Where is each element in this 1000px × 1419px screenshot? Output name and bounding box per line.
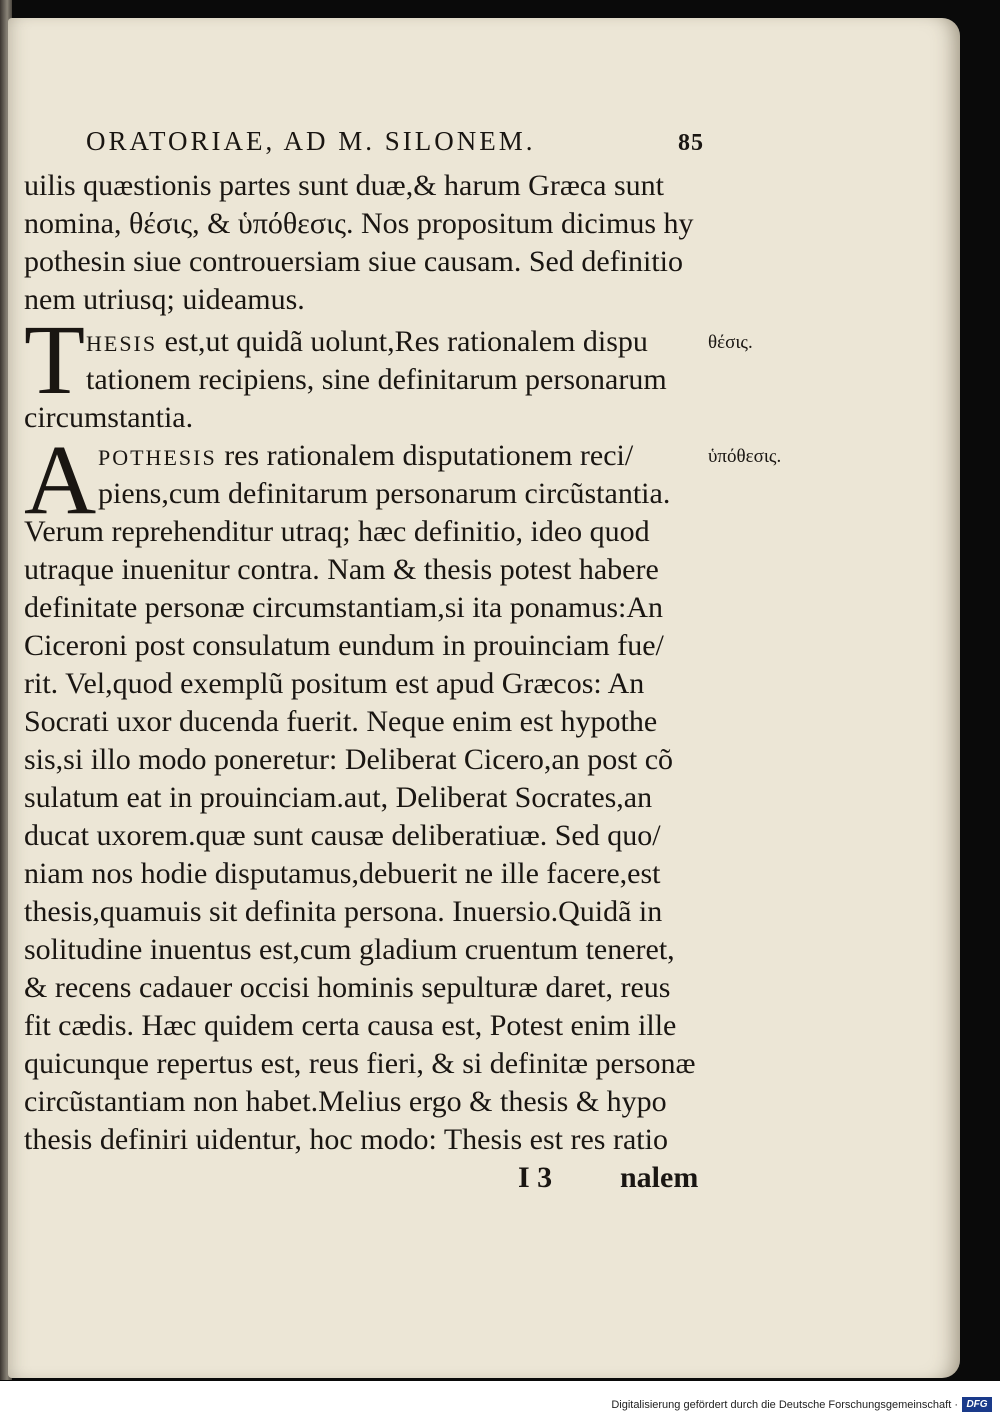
thesis-line: circumstantia. [24, 401, 194, 434]
catchword: nalem [620, 1161, 699, 1194]
hypothesis-drop-cap: A [24, 424, 97, 535]
thesis-line: est,ut quidã uolunt,Res rationalem dispu [164, 325, 648, 358]
dfg-logo: DFG [962, 1397, 992, 1412]
body-line: quicunque repertus est, reus fieri, & si definitæ personæ [24, 1047, 696, 1080]
body-line: solitudine inuentus est,cum gladium cruentum teneret, [24, 933, 675, 966]
body-line: thesis,quamuis sit definita persona. Inuersio.Quidã in [24, 895, 663, 928]
thesis-small-caps: HESIS [86, 331, 158, 356]
body-line: nem utriusq; uideamus. [24, 283, 305, 316]
signature-mark: I 3 [518, 1161, 553, 1194]
hypothesis-line: piens,cum definitarum personarum circũstantia. [98, 477, 671, 510]
body-line: nomina, θέσις, & ὑπόθεσις. Nos propositum dicimus hy [24, 207, 694, 240]
margin-note-thesis: θέσις. [708, 332, 753, 353]
book-page [8, 18, 960, 1378]
funding-credit: Digitalisierung gefördert durch die Deutsche Forschungsgemeinschaft · [611, 1399, 958, 1411]
body-line: sulatum eat in prouinciam.aut, Deliberat Socrates,an [24, 781, 653, 814]
body-line: Ciceroni post consulatum eundum in prouinciam fue/ [24, 629, 664, 662]
running-title: ORATORIAE, AD M. SILONEM. [86, 126, 536, 156]
body-line: fit cædis. Hæc quidem certa causa est, Potest enim ille [24, 1009, 677, 1042]
body-line: pothesin siue controuersiam siue causam. Sed definitio [24, 245, 684, 278]
thesis-line: tationem recipiens, sine definitarum personarum [86, 363, 667, 396]
body-line: Verum reprehenditur utraq; hæc definitio, ideo quod [24, 515, 650, 548]
hypothesis-line: res rationalem disputationem reci/ [224, 439, 634, 472]
body-line: & recens cadauer occisi hominis sepulturæ daret, reus [24, 971, 671, 1004]
body-line: uilis quæstionis partes sunt duæ,& harum Græca sunt [24, 169, 664, 202]
body-line: definitate personæ circumstantiam,si ita ponamus:An [24, 591, 664, 624]
body-line: thesis definiri uidentur, hoc modo: Thesis est res ratio [24, 1123, 668, 1156]
margin-note-hypothesis: ὑπόθεσις. [708, 446, 782, 467]
body-line: Socrati uxor ducenda fuerit. Neque enim est hypothe [24, 705, 658, 738]
thesis-drop-cap: T [24, 304, 86, 415]
body-line: utraque inuenitur contra. Nam & thesis potest habere [24, 553, 659, 586]
body-line: niam nos hodie disputamus,debuerit ne ille facere,est [24, 857, 661, 890]
body-line: sis,si illo modo poneretur: Deliberat Cicero,an post cõ [24, 743, 674, 776]
body-line: circũstantiam non habet.Melius ergo & thesis & hypo [24, 1085, 667, 1118]
hypothesis-small-caps: POTHESIS [98, 445, 217, 470]
page-number: 85 [678, 130, 704, 156]
body-line: rit. Vel,quod exemplũ positum est apud Græcos: An [24, 667, 645, 700]
body-line: ducat uxorem.quæ sunt causæ deliberatiuæ. Sed quo/ [24, 819, 661, 852]
